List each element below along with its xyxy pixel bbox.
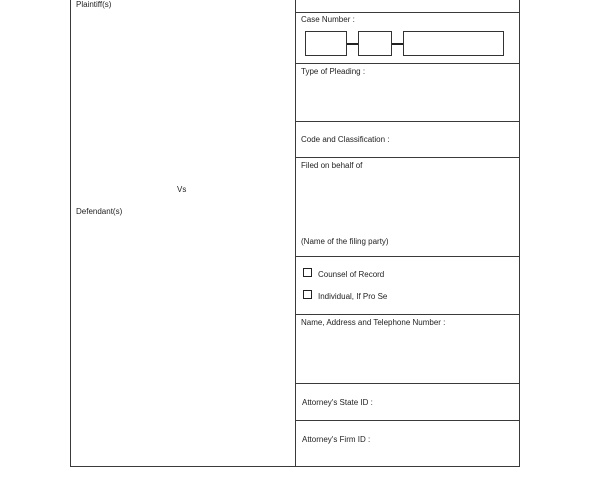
individual-pro-se-checkbox[interactable]: [303, 290, 312, 299]
filing-party-note: (Name of the filing party): [301, 237, 389, 246]
firm-id-label: Attorney's Firm ID :: [302, 435, 371, 444]
vs-label: Vs: [177, 185, 187, 194]
rule-code: [295, 157, 520, 158]
defendant-label: Defendant(s): [76, 207, 123, 216]
plaintiff-label: Plaintiff(s): [76, 0, 112, 9]
type-of-pleading-label: Type of Pleading :: [301, 67, 366, 76]
rule-state-id: [295, 420, 520, 421]
case-number-part3-field[interactable]: [403, 31, 504, 56]
case-number-dash-1: [347, 43, 358, 45]
case-number-part1-field[interactable]: [305, 31, 347, 56]
center-divider: [295, 0, 296, 467]
filed-on-behalf-label: Filed on behalf of: [301, 161, 363, 170]
rule-top: [295, 12, 520, 13]
case-number-part2-field[interactable]: [358, 31, 392, 56]
code-classification-label: Code and Classification :: [301, 135, 390, 144]
rule-name-address: [295, 383, 520, 384]
rule-checkboxes: [295, 314, 520, 315]
rule-filed-behalf: [295, 256, 520, 257]
state-id-label: Attorney's State ID :: [302, 398, 373, 407]
counsel-of-record-label: Counsel of Record: [318, 270, 385, 279]
rule-pleading: [295, 121, 520, 122]
counsel-of-record-checkbox[interactable]: [303, 268, 312, 277]
case-number-dash-2: [392, 43, 403, 45]
name-address-label: Name, Address and Telephone Number :: [301, 318, 446, 327]
case-number-label: Case Number :: [301, 15, 355, 24]
individual-pro-se-label: Individual, If Pro Se: [318, 292, 388, 301]
rule-case-number: [295, 63, 520, 64]
